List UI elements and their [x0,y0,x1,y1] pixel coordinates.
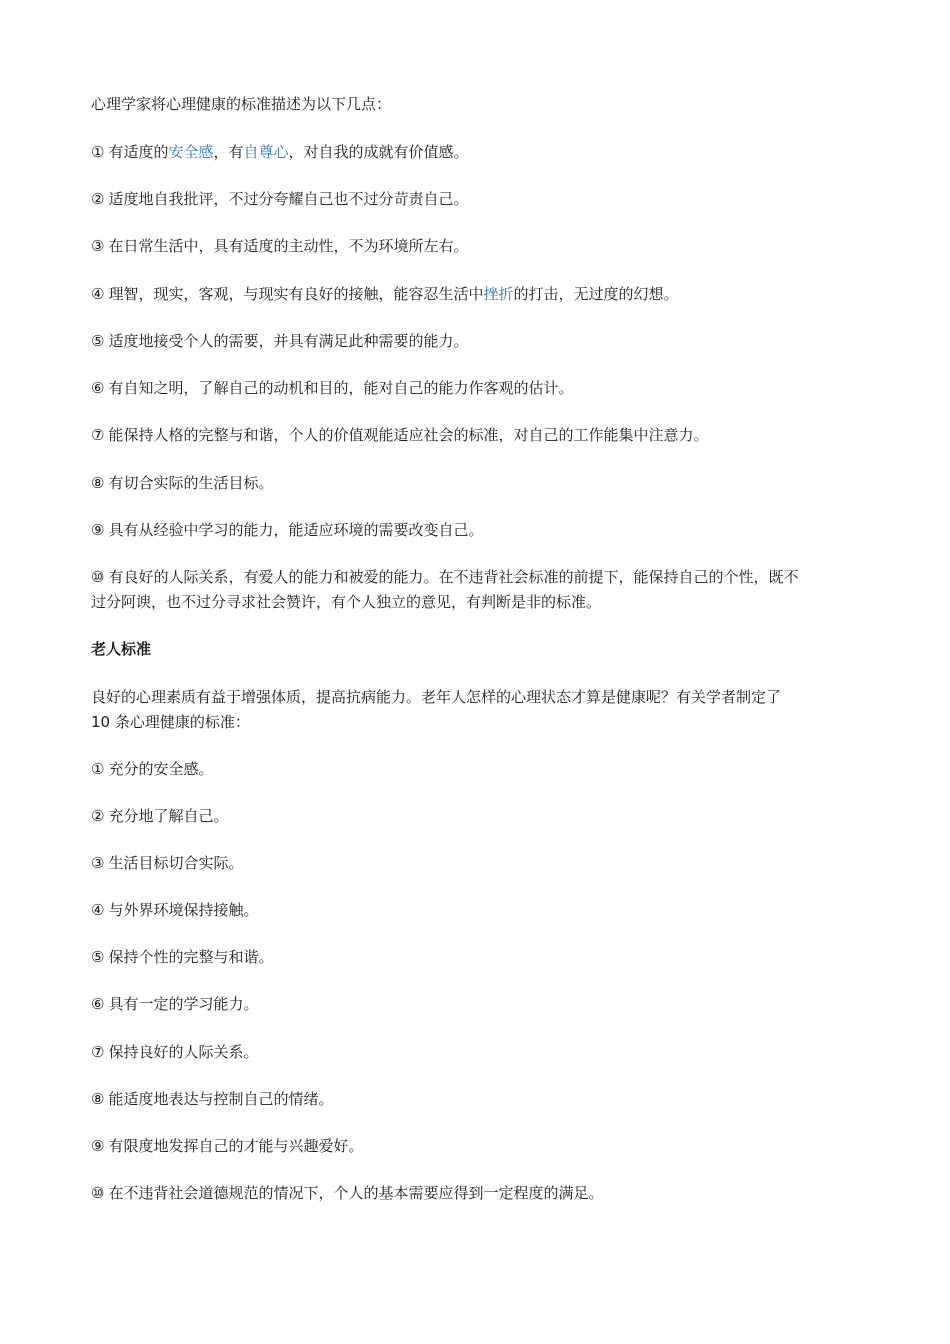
link-security[interactable]: 安全感 [168,143,214,161]
general-item-10-line-2: 过分阿谀，也不过分寻求社会赞许，有个人独立的意见，有判断是非的标准。 [91,593,602,611]
elderly-intro-line-1: 良好的心理素质有益于增强体质，提高抗病能力。老年人怎样的心理状态才算是健康呢？有关学者制定了 [91,688,782,706]
item-number: ④ [91,901,105,919]
elderly-item-10 [91,1181,866,1206]
item-number: ② [91,190,105,208]
elderly-intro-line-2: 10 条心理健康的标准： [91,713,250,731]
item-text: 有自知之明，了解自己的动机和目的，能对自己的能力作客观的估计。 [108,379,574,397]
general-item-4 [91,282,866,307]
elderly-item-2 [91,804,866,829]
general-item-1 [91,140,866,165]
item-text: 充分地了解自己。 [108,807,229,825]
general-item-8 [91,471,866,496]
item-number: ③ [91,854,105,872]
item-text: 生活目标切合实际。 [108,854,244,872]
item-number: ⑩ [91,568,105,586]
item-number: ⑤ [91,948,105,966]
item-number: ④ [91,285,105,303]
elderly-item-7 [91,1040,866,1065]
item-text: 保持良好的人际关系。 [108,1043,259,1061]
elderly-item-3 [91,851,866,876]
item-text-part: 的打击，无过度的幻想。 [513,285,679,303]
item-text: 具有一定的学习能力。 [108,995,259,1013]
item-text: 保持个性的完整与和谐。 [108,948,274,966]
item-number: ⑦ [91,1043,105,1061]
item-number: ⑤ [91,332,105,350]
section-heading: 老人标准 [91,640,152,658]
item-number: ⑨ [91,1137,105,1155]
item-number: ① [91,760,105,778]
intro-text: 心理学家将心理健康的标准描述为以下几点： [91,95,392,113]
item-text: 在日常生活中，具有适度的主动性，不为环境所左右。 [108,237,469,255]
elderly-item-9 [91,1134,866,1159]
item-number: ⑧ [91,474,105,492]
item-text: 适度地自我批评，不过分夸耀自己也不过分苛责自己。 [108,190,469,208]
general-item-7 [91,423,866,448]
item-text-part: ，对自我的成就有价值感。 [288,143,469,161]
item-text: 在不违背社会道德规范的情况下，个人的基本需要应得到一定程度的满足。 [108,1184,604,1202]
item-number: ② [91,807,105,825]
item-text-part: 理智，现实，客观，与现实有良好的接触，能容忍生活中 [108,285,484,303]
link-frustration[interactable]: 挫折 [483,285,514,303]
item-number: ⑧ [91,1090,105,1108]
item-number: ⑥ [91,379,105,397]
general-item-10-line-1 [91,565,866,590]
elderly-item-6 [91,992,866,1017]
item-number: ⑩ [91,1184,105,1202]
elderly-item-8 [91,1087,866,1112]
link-self-esteem[interactable]: 自尊心 [243,143,289,161]
elderly-item-1 [91,757,866,782]
general-item-2 [91,187,866,212]
item-number: ① [91,143,105,161]
item-text: 与外界环境保持接触。 [108,901,259,919]
item-text: 充分的安全感。 [108,760,214,778]
elderly-item-5 [91,945,866,970]
item-text: 有限度地发挥自己的才能与兴趣爱好。 [108,1137,364,1155]
item-text-part: ，有 [213,143,244,161]
general-item-5 [91,329,866,354]
general-item-9 [91,518,866,543]
item-number: ⑥ [91,995,105,1013]
elderly-item-4 [91,898,866,923]
item-text: 具有从经验中学习的能力，能适应环境的需要改变自己。 [108,521,484,539]
general-item-6 [91,376,866,401]
item-text: 适度地接受个人的需要，并具有满足此种需要的能力。 [108,332,469,350]
item-text: 有切合实际的生活目标。 [108,474,274,492]
item-text: 能保持人格的完整与和谐，个人的价值观能适应社会的标准，对自己的工作能集中注意力。 [108,426,709,444]
item-number: ⑦ [91,426,105,444]
item-text-part: 有适度的 [108,143,169,161]
item-text: 能适度地表达与控制自己的情绪。 [108,1090,334,1108]
item-number: ⑨ [91,521,105,539]
general-item-3 [91,234,866,259]
item-text: 有良好的人际关系，有爱人的能力和被爱的能力。在不违背社会标准的前提下，能保持自己的个性，既不 [108,568,799,586]
item-number: ③ [91,237,105,255]
